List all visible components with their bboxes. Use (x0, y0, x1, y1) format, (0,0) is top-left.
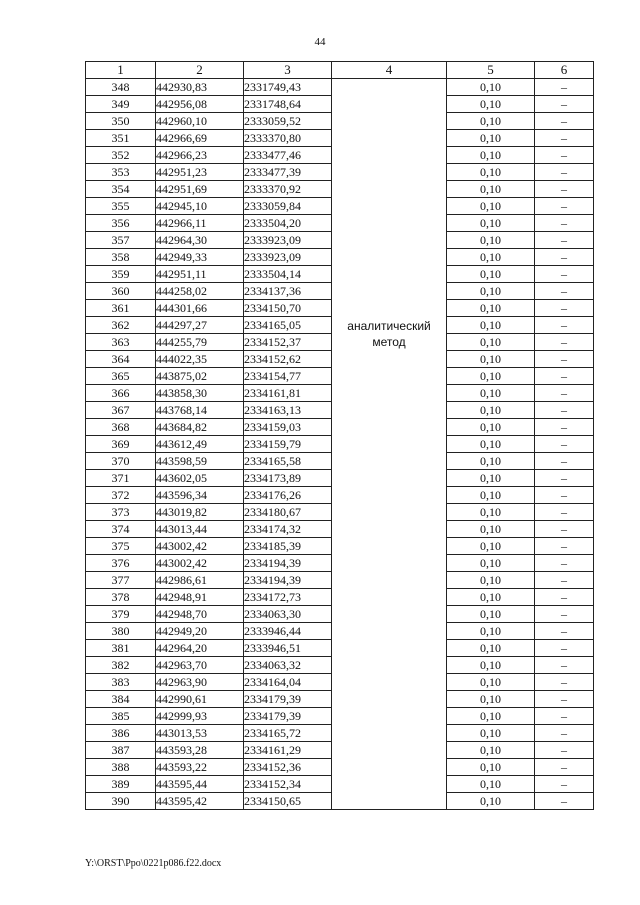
x-coordinate-cell: 442948,70 (156, 606, 244, 623)
x-coordinate-cell: 443002,42 (156, 538, 244, 555)
y-coordinate-cell: 2333370,92 (244, 181, 332, 198)
point-number-cell: 348 (86, 79, 156, 96)
point-number-cell: 354 (86, 181, 156, 198)
y-coordinate-cell: 2331748,64 (244, 96, 332, 113)
accuracy-cell: 0,10 (447, 504, 535, 521)
accuracy-cell: 0,10 (447, 674, 535, 691)
point-number-cell: 389 (86, 776, 156, 793)
note-cell: – (535, 300, 594, 317)
note-cell: – (535, 538, 594, 555)
y-coordinate-cell: 2333504,20 (244, 215, 332, 232)
x-coordinate-cell: 442990,61 (156, 691, 244, 708)
accuracy-cell: 0,10 (447, 623, 535, 640)
y-coordinate-cell: 2334152,36 (244, 759, 332, 776)
y-coordinate-cell: 2334163,13 (244, 402, 332, 419)
point-number-cell: 353 (86, 164, 156, 181)
note-cell: – (535, 793, 594, 810)
note-cell: – (535, 249, 594, 266)
accuracy-cell: 0,10 (447, 521, 535, 538)
header-col-3: 3 (244, 62, 332, 79)
accuracy-cell: 0,10 (447, 453, 535, 470)
accuracy-cell: 0,10 (447, 96, 535, 113)
y-coordinate-cell: 2334165,05 (244, 317, 332, 334)
x-coordinate-cell: 442951,11 (156, 266, 244, 283)
note-cell: – (535, 317, 594, 334)
x-coordinate-cell: 443013,53 (156, 725, 244, 742)
y-coordinate-cell: 2334179,39 (244, 708, 332, 725)
x-coordinate-cell: 443875,02 (156, 368, 244, 385)
note-cell: – (535, 334, 594, 351)
x-coordinate-cell: 444022,35 (156, 351, 244, 368)
note-cell: – (535, 147, 594, 164)
x-coordinate-cell: 442960,10 (156, 113, 244, 130)
y-coordinate-cell: 2333477,39 (244, 164, 332, 181)
note-cell: – (535, 521, 594, 538)
note-cell: – (535, 436, 594, 453)
point-number-cell: 358 (86, 249, 156, 266)
point-number-cell: 377 (86, 572, 156, 589)
note-cell: – (535, 623, 594, 640)
point-number-cell: 370 (86, 453, 156, 470)
page-number: 44 (314, 36, 326, 48)
header-col-6: 6 (535, 62, 594, 79)
point-number-cell: 371 (86, 470, 156, 487)
accuracy-cell: 0,10 (447, 385, 535, 402)
y-coordinate-cell: 2334152,37 (244, 334, 332, 351)
point-number-cell: 350 (86, 113, 156, 130)
point-number-cell: 352 (86, 147, 156, 164)
point-number-cell: 385 (86, 708, 156, 725)
x-coordinate-cell: 442986,61 (156, 572, 244, 589)
note-cell: – (535, 589, 594, 606)
accuracy-cell: 0,10 (447, 232, 535, 249)
note-cell: – (535, 164, 594, 181)
point-number-cell: 380 (86, 623, 156, 640)
x-coordinate-cell: 444297,27 (156, 317, 244, 334)
y-coordinate-cell: 2334172,73 (244, 589, 332, 606)
point-number-cell: 356 (86, 215, 156, 232)
point-number-cell: 383 (86, 674, 156, 691)
x-coordinate-cell: 442945,10 (156, 198, 244, 215)
accuracy-cell: 0,10 (447, 606, 535, 623)
y-coordinate-cell: 2334150,70 (244, 300, 332, 317)
point-number-cell: 364 (86, 351, 156, 368)
point-number-cell: 373 (86, 504, 156, 521)
y-coordinate-cell: 2334063,30 (244, 606, 332, 623)
point-number-cell: 386 (86, 725, 156, 742)
point-number-cell: 375 (86, 538, 156, 555)
point-number-cell: 376 (86, 555, 156, 572)
y-coordinate-cell: 2334159,79 (244, 436, 332, 453)
y-coordinate-cell: 2334152,34 (244, 776, 332, 793)
note-cell: – (535, 657, 594, 674)
point-number-cell: 390 (86, 793, 156, 810)
method-text-line: аналитический (347, 319, 431, 333)
point-number-cell: 349 (86, 96, 156, 113)
x-coordinate-cell: 443858,30 (156, 385, 244, 402)
accuracy-cell: 0,10 (447, 708, 535, 725)
x-coordinate-cell: 442949,20 (156, 623, 244, 640)
y-coordinate-cell: 2334173,89 (244, 470, 332, 487)
point-number-cell: 379 (86, 606, 156, 623)
note-cell: – (535, 606, 594, 623)
y-coordinate-cell: 2334154,77 (244, 368, 332, 385)
x-coordinate-cell: 442963,90 (156, 674, 244, 691)
x-coordinate-cell: 443612,49 (156, 436, 244, 453)
x-coordinate-cell: 442956,08 (156, 96, 244, 113)
note-cell: – (535, 79, 594, 96)
note-cell: – (535, 130, 594, 147)
accuracy-cell: 0,10 (447, 249, 535, 266)
y-coordinate-cell: 2333946,44 (244, 623, 332, 640)
file-path-footer: Y:\ORST\Ppo\0221p086.f22.docx (85, 858, 222, 869)
x-coordinate-cell: 442949,33 (156, 249, 244, 266)
note-cell: – (535, 470, 594, 487)
accuracy-cell: 0,10 (447, 436, 535, 453)
point-number-cell: 360 (86, 283, 156, 300)
header-col-5: 5 (447, 62, 535, 79)
accuracy-cell: 0,10 (447, 742, 535, 759)
accuracy-cell: 0,10 (447, 351, 535, 368)
note-cell: – (535, 402, 594, 419)
point-number-cell: 378 (86, 589, 156, 606)
y-coordinate-cell: 2334180,67 (244, 504, 332, 521)
y-coordinate-cell: 2334164,04 (244, 674, 332, 691)
accuracy-cell: 0,10 (447, 402, 535, 419)
accuracy-cell: 0,10 (447, 572, 535, 589)
point-number-cell: 355 (86, 198, 156, 215)
note-cell: – (535, 419, 594, 436)
point-number-cell: 368 (86, 419, 156, 436)
accuracy-cell: 0,10 (447, 334, 535, 351)
method-text-line: метод (372, 335, 406, 349)
note-cell: – (535, 351, 594, 368)
x-coordinate-cell: 443768,14 (156, 402, 244, 419)
y-coordinate-cell: 2334152,62 (244, 351, 332, 368)
note-cell: – (535, 487, 594, 504)
note-cell: – (535, 453, 594, 470)
note-cell: – (535, 385, 594, 402)
x-coordinate-cell: 443013,44 (156, 521, 244, 538)
note-cell: – (535, 759, 594, 776)
x-coordinate-cell: 443684,82 (156, 419, 244, 436)
x-coordinate-cell: 444255,79 (156, 334, 244, 351)
note-cell: – (535, 572, 594, 589)
point-number-cell: 367 (86, 402, 156, 419)
note-cell: – (535, 742, 594, 759)
note-cell: – (535, 776, 594, 793)
table-row (86, 79, 594, 96)
y-coordinate-cell: 2334165,72 (244, 725, 332, 742)
accuracy-cell: 0,10 (447, 79, 535, 96)
header-col-1: 1 (86, 62, 156, 79)
header-col-2: 2 (156, 62, 244, 79)
note-cell: – (535, 504, 594, 521)
x-coordinate-cell: 442930,83 (156, 79, 244, 96)
accuracy-cell: 0,10 (447, 266, 535, 283)
x-coordinate-cell: 443596,34 (156, 487, 244, 504)
table-header-row (86, 62, 594, 79)
point-number-cell: 381 (86, 640, 156, 657)
x-coordinate-cell: 442966,69 (156, 130, 244, 147)
x-coordinate-cell: 443598,59 (156, 453, 244, 470)
y-coordinate-cell: 2331749,43 (244, 79, 332, 96)
accuracy-cell: 0,10 (447, 113, 535, 130)
accuracy-cell: 0,10 (447, 419, 535, 436)
y-coordinate-cell: 2334194,39 (244, 555, 332, 572)
note-cell: – (535, 725, 594, 742)
y-coordinate-cell: 2334150,65 (244, 793, 332, 810)
x-coordinate-cell: 443602,05 (156, 470, 244, 487)
x-coordinate-cell: 442948,91 (156, 589, 244, 606)
x-coordinate-cell: 442966,23 (156, 147, 244, 164)
accuracy-cell: 0,10 (447, 691, 535, 708)
point-number-cell: 369 (86, 436, 156, 453)
accuracy-cell: 0,10 (447, 470, 535, 487)
point-number-cell: 384 (86, 691, 156, 708)
accuracy-cell: 0,10 (447, 181, 535, 198)
y-coordinate-cell: 2334185,39 (244, 538, 332, 555)
x-coordinate-cell: 442964,30 (156, 232, 244, 249)
point-number-cell: 351 (86, 130, 156, 147)
note-cell: – (535, 198, 594, 215)
y-coordinate-cell: 2333370,80 (244, 130, 332, 147)
x-coordinate-cell: 443002,42 (156, 555, 244, 572)
point-number-cell: 359 (86, 266, 156, 283)
note-cell: – (535, 368, 594, 385)
note-cell: – (535, 555, 594, 572)
note-cell: – (535, 691, 594, 708)
accuracy-cell: 0,10 (447, 640, 535, 657)
x-coordinate-cell: 442999,93 (156, 708, 244, 725)
x-coordinate-cell: 442963,70 (156, 657, 244, 674)
point-number-cell: 366 (86, 385, 156, 402)
point-number-cell: 357 (86, 232, 156, 249)
y-coordinate-cell: 2334194,39 (244, 572, 332, 589)
point-number-cell: 382 (86, 657, 156, 674)
x-coordinate-cell: 443593,28 (156, 742, 244, 759)
method-cell (332, 79, 447, 810)
y-coordinate-cell: 2333923,09 (244, 232, 332, 249)
accuracy-cell: 0,10 (447, 317, 535, 334)
note-cell: – (535, 283, 594, 300)
x-coordinate-cell: 442951,69 (156, 181, 244, 198)
accuracy-cell: 0,10 (447, 130, 535, 147)
note-cell: – (535, 266, 594, 283)
accuracy-cell: 0,10 (447, 538, 535, 555)
accuracy-cell: 0,10 (447, 657, 535, 674)
note-cell: – (535, 96, 594, 113)
y-coordinate-cell: 2334161,81 (244, 385, 332, 402)
accuracy-cell: 0,10 (447, 589, 535, 606)
accuracy-cell: 0,10 (447, 487, 535, 504)
y-coordinate-cell: 2333059,84 (244, 198, 332, 215)
header-col-4: 4 (332, 62, 447, 79)
point-number-cell: 374 (86, 521, 156, 538)
table-body (86, 79, 594, 810)
x-coordinate-cell: 443593,22 (156, 759, 244, 776)
y-coordinate-cell: 2334165,58 (244, 453, 332, 470)
point-number-cell: 361 (86, 300, 156, 317)
accuracy-cell: 0,10 (447, 793, 535, 810)
point-number-cell: 388 (86, 759, 156, 776)
point-number-cell: 372 (86, 487, 156, 504)
accuracy-cell: 0,10 (447, 300, 535, 317)
note-cell: – (535, 181, 594, 198)
x-coordinate-cell: 444301,66 (156, 300, 244, 317)
accuracy-cell: 0,10 (447, 164, 535, 181)
y-coordinate-cell: 2334063,32 (244, 657, 332, 674)
accuracy-cell: 0,10 (447, 555, 535, 572)
accuracy-cell: 0,10 (447, 368, 535, 385)
note-cell: – (535, 674, 594, 691)
point-number-cell: 387 (86, 742, 156, 759)
note-cell: – (535, 215, 594, 232)
accuracy-cell: 0,10 (447, 198, 535, 215)
y-coordinate-cell: 2333059,52 (244, 113, 332, 130)
coordinates-table (85, 61, 594, 810)
x-coordinate-cell: 444258,02 (156, 283, 244, 300)
x-coordinate-cell: 443595,44 (156, 776, 244, 793)
point-number-cell: 363 (86, 334, 156, 351)
note-cell: – (535, 232, 594, 249)
y-coordinate-cell: 2333923,09 (244, 249, 332, 266)
x-coordinate-cell: 443595,42 (156, 793, 244, 810)
y-coordinate-cell: 2334159,03 (244, 419, 332, 436)
note-cell: – (535, 708, 594, 725)
y-coordinate-cell: 2334179,39 (244, 691, 332, 708)
accuracy-cell: 0,10 (447, 759, 535, 776)
accuracy-cell: 0,10 (447, 283, 535, 300)
x-coordinate-cell: 442951,23 (156, 164, 244, 181)
point-number-cell: 362 (86, 317, 156, 334)
y-coordinate-cell: 2334161,29 (244, 742, 332, 759)
accuracy-cell: 0,10 (447, 725, 535, 742)
y-coordinate-cell: 2334174,32 (244, 521, 332, 538)
accuracy-cell: 0,10 (447, 215, 535, 232)
y-coordinate-cell: 2334137,36 (244, 283, 332, 300)
y-coordinate-cell: 2333477,46 (244, 147, 332, 164)
note-cell: – (535, 640, 594, 657)
y-coordinate-cell: 2333504,14 (244, 266, 332, 283)
x-coordinate-cell: 443019,82 (156, 504, 244, 521)
x-coordinate-cell: 442966,11 (156, 215, 244, 232)
note-cell: – (535, 113, 594, 130)
y-coordinate-cell: 2333946,51 (244, 640, 332, 657)
point-number-cell: 365 (86, 368, 156, 385)
accuracy-cell: 0,10 (447, 147, 535, 164)
y-coordinate-cell: 2334176,26 (244, 487, 332, 504)
accuracy-cell: 0,10 (447, 776, 535, 793)
x-coordinate-cell: 442964,20 (156, 640, 244, 657)
